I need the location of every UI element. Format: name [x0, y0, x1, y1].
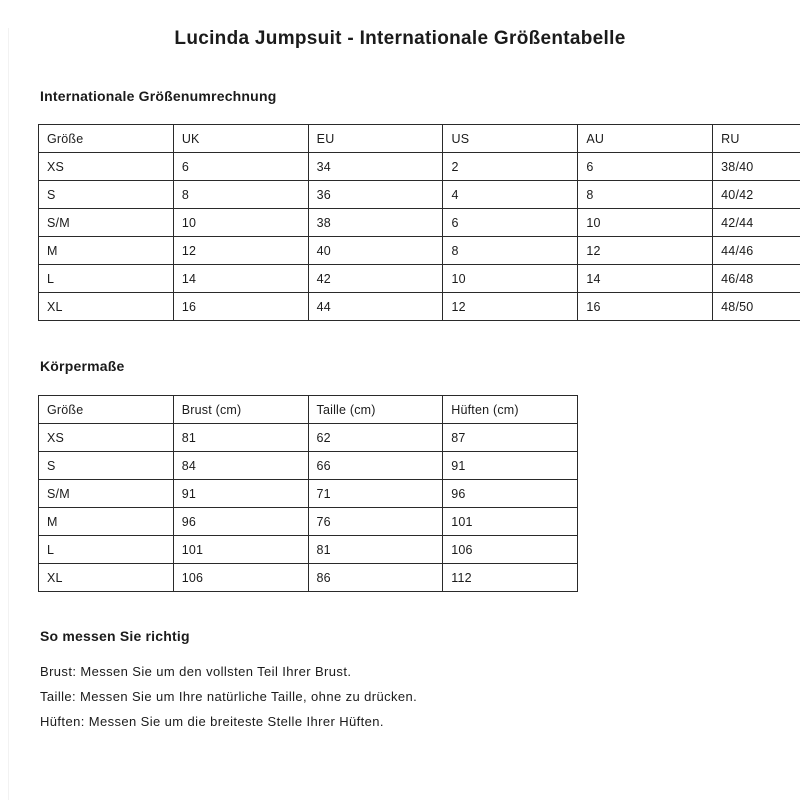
- table-cell: 16: [173, 293, 308, 321]
- table-cell: 84: [173, 452, 308, 480]
- table-cell: 106: [173, 564, 308, 592]
- table-cell: 76: [308, 508, 443, 536]
- table-cell: 10: [443, 265, 578, 293]
- table-cell: 66: [308, 452, 443, 480]
- table-cell: 42/44: [713, 209, 800, 237]
- table-cell: 16: [578, 293, 713, 321]
- instruction-bust: Brust: Messen Sie um den vollsten Teil Ihrer Brust.: [40, 664, 352, 679]
- table-cell: 36: [308, 181, 443, 209]
- table-row: [39, 564, 578, 592]
- table-cell: 38/40: [713, 153, 800, 181]
- conversion-section-heading: Internationale Größenumrechnung: [40, 88, 277, 104]
- table-row: [39, 480, 578, 508]
- table-cell: S/M: [39, 480, 174, 508]
- table-header-row: [39, 125, 800, 153]
- table-row: [39, 265, 800, 293]
- table-cell: 42: [308, 265, 443, 293]
- table-cell: 91: [443, 452, 578, 480]
- table-cell: 44: [308, 293, 443, 321]
- table-cell: XL: [39, 293, 174, 321]
- table-cell: XS: [39, 153, 174, 181]
- table-row: [39, 424, 578, 452]
- table-cell: XS: [39, 424, 174, 452]
- table-cell: 87: [443, 424, 578, 452]
- table-cell: 96: [173, 508, 308, 536]
- table-cell: 40: [308, 237, 443, 265]
- table-cell: 12: [443, 293, 578, 321]
- table-cell: S/M: [39, 209, 174, 237]
- size-conversion-table: [38, 124, 800, 321]
- table-cell: 86: [308, 564, 443, 592]
- table-cell: 10: [173, 209, 308, 237]
- column-header: EU: [308, 125, 443, 153]
- table-cell: 101: [173, 536, 308, 564]
- table-row: [39, 209, 800, 237]
- table-cell: 6: [173, 153, 308, 181]
- table-header-row: [39, 396, 578, 424]
- table-row: [39, 153, 800, 181]
- measuring-instructions-heading: So messen Sie richtig: [40, 628, 190, 644]
- table-row: [39, 293, 800, 321]
- table-cell: 14: [173, 265, 308, 293]
- table-cell: 46/48: [713, 265, 800, 293]
- table-cell: S: [39, 452, 174, 480]
- column-header: Brust (cm): [173, 396, 308, 424]
- column-header: Größe: [39, 396, 174, 424]
- table-cell: 48/50: [713, 293, 800, 321]
- column-header: Größe: [39, 125, 174, 153]
- page-edge-artifact: [8, 28, 9, 800]
- column-header: RU: [713, 125, 800, 153]
- table-row: [39, 181, 800, 209]
- table-cell: 112: [443, 564, 578, 592]
- table-cell: 10: [578, 209, 713, 237]
- column-header: Hüften (cm): [443, 396, 578, 424]
- table-row: [39, 237, 800, 265]
- table-cell: 12: [173, 237, 308, 265]
- table-cell: 8: [173, 181, 308, 209]
- table-cell: 34: [308, 153, 443, 181]
- body-measurements-table: [38, 395, 578, 592]
- table-cell: 6: [443, 209, 578, 237]
- table-cell: 2: [443, 153, 578, 181]
- table-cell: 12: [578, 237, 713, 265]
- table-cell: XL: [39, 564, 174, 592]
- table-row: [39, 536, 578, 564]
- table-cell: 101: [443, 508, 578, 536]
- column-header: US: [443, 125, 578, 153]
- table-cell: 62: [308, 424, 443, 452]
- table-cell: M: [39, 508, 174, 536]
- measurements-section-heading: Körpermaße: [40, 358, 125, 374]
- table-cell: 81: [308, 536, 443, 564]
- table-cell: 40/42: [713, 181, 800, 209]
- table-cell: 8: [443, 237, 578, 265]
- table-cell: 81: [173, 424, 308, 452]
- instruction-hips: Hüften: Messen Sie um die breiteste Stelle Ihrer Hüften.: [40, 714, 384, 729]
- table-cell: 4: [443, 181, 578, 209]
- table-cell: L: [39, 265, 174, 293]
- table-cell: 8: [578, 181, 713, 209]
- table-row: [39, 508, 578, 536]
- table-cell: L: [39, 536, 174, 564]
- column-header: AU: [578, 125, 713, 153]
- table-cell: 6: [578, 153, 713, 181]
- column-header: UK: [173, 125, 308, 153]
- table-cell: 91: [173, 480, 308, 508]
- table-cell: 96: [443, 480, 578, 508]
- table-cell: M: [39, 237, 174, 265]
- table-cell: 38: [308, 209, 443, 237]
- table-cell: 106: [443, 536, 578, 564]
- page-title: Lucinda Jumpsuit - Internationale Größentabelle: [174, 28, 626, 49]
- table-cell: S: [39, 181, 174, 209]
- table-row: [39, 452, 578, 480]
- table-cell: 71: [308, 480, 443, 508]
- instruction-waist: Taille: Messen Sie um Ihre natürliche Taille, ohne zu drücken.: [40, 689, 418, 704]
- table-cell: 14: [578, 265, 713, 293]
- column-header: Taille (cm): [308, 396, 443, 424]
- measuring-instructions: [40, 665, 800, 729]
- table-cell: 44/46: [713, 237, 800, 265]
